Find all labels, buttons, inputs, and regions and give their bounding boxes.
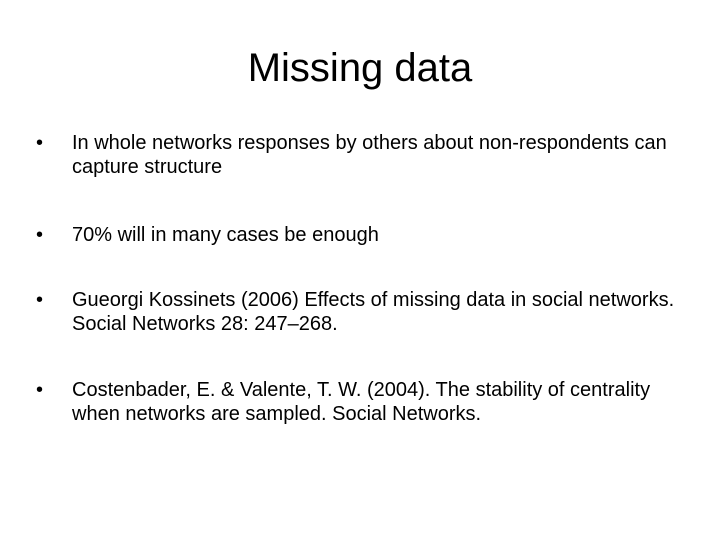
bullet-text: 70% will in many cases be enough: [72, 224, 379, 246]
bullet-item: [36, 131, 686, 179]
bullet-text: Gueorgi Kossinets (2006) Effects of missing data in social networks. Social Networks 28: 247–268.: [72, 289, 675, 335]
bullet-item: [36, 288, 686, 336]
bullet-item: [36, 378, 686, 426]
slide-title: Missing data: [247, 46, 473, 90]
bullet-icon: •: [36, 132, 44, 154]
bullet-icon: •: [36, 224, 44, 246]
bullet-icon: •: [36, 379, 44, 401]
bullet-icon: •: [36, 289, 44, 311]
bullet-text: In whole networks responses by others about non-respondents can capture structure: [72, 132, 667, 178]
bullet-item: [36, 223, 686, 247]
bullet-text: Costenbader, E. & Valente, T. W. (2004). The stability of centrality when networks are sampled. Social Networks.: [72, 379, 651, 425]
